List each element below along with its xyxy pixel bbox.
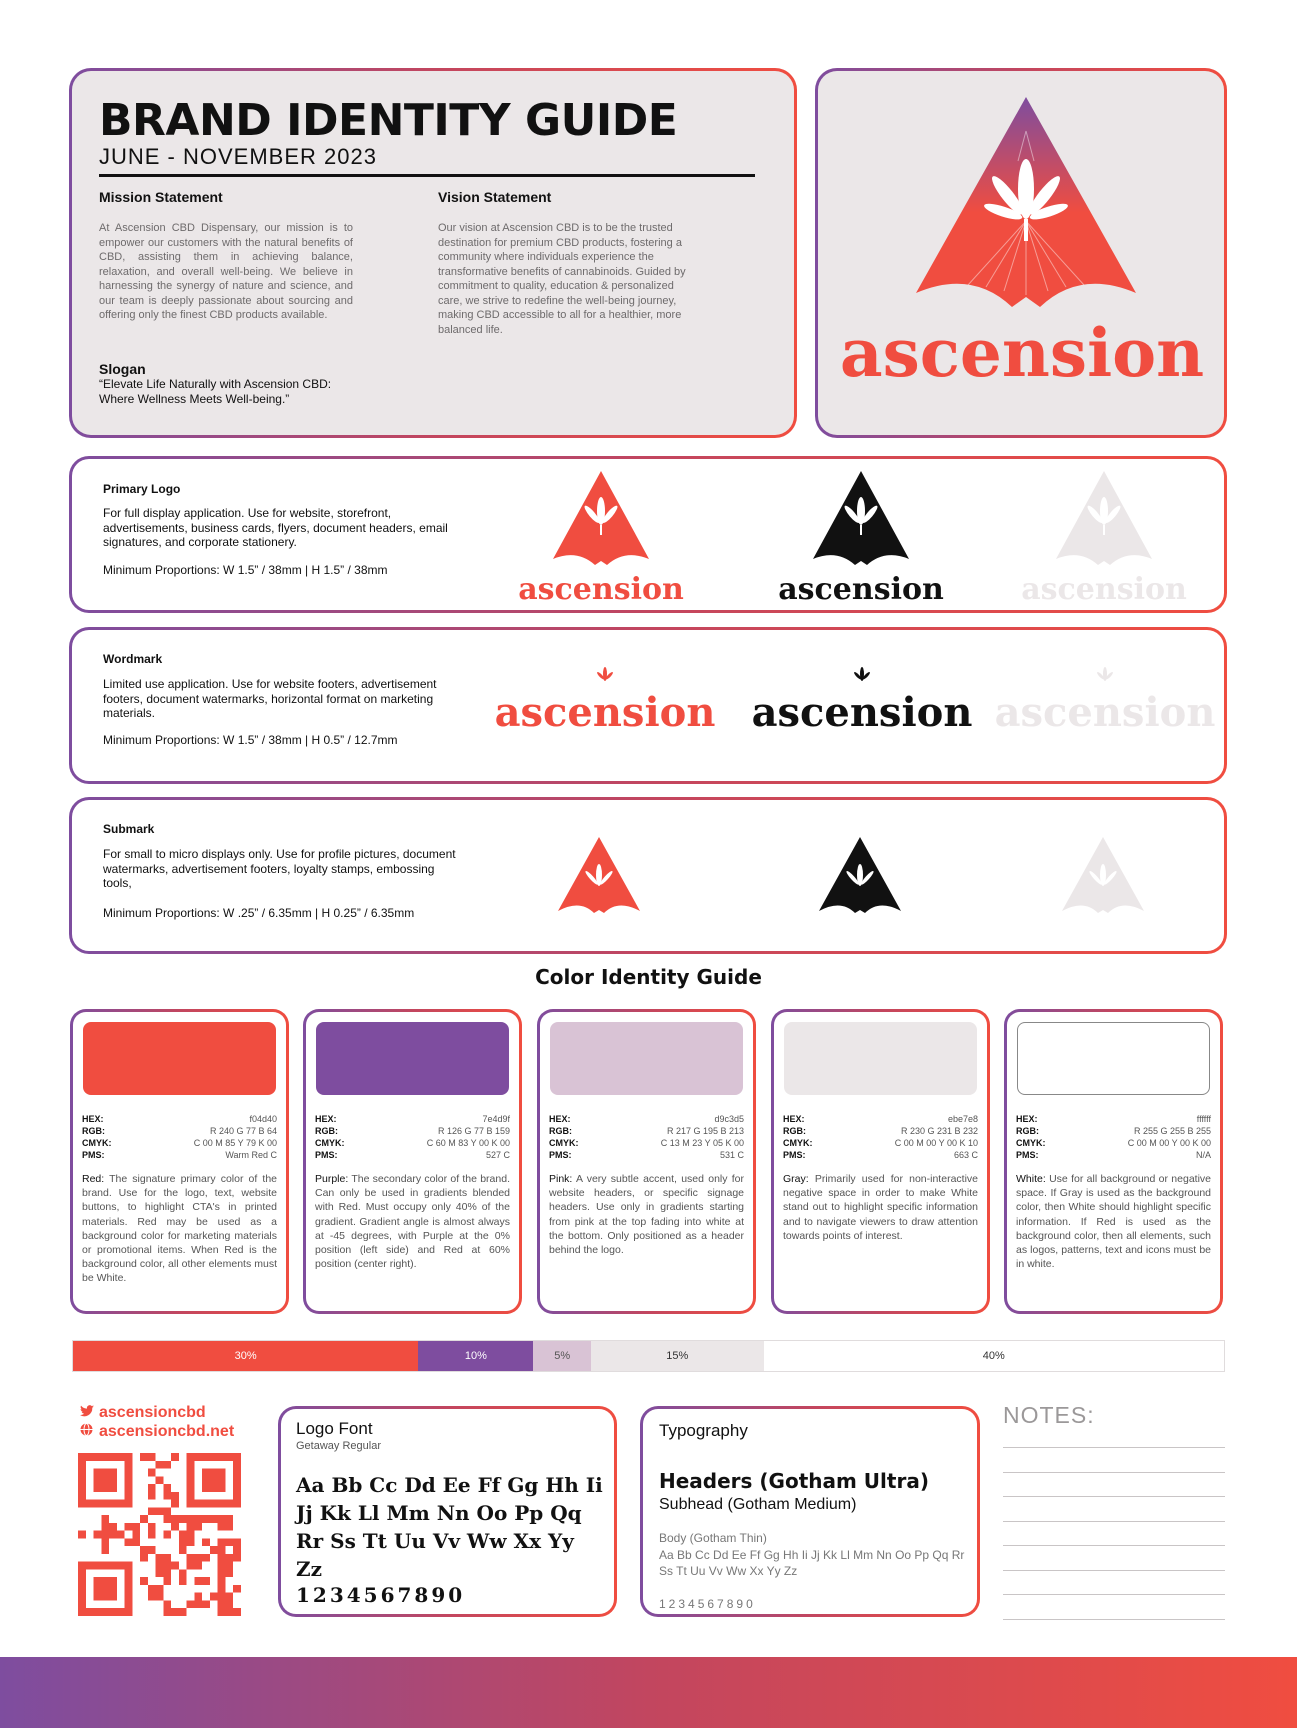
primary-logo-black (778, 467, 944, 607)
wordmark-red (494, 666, 716, 736)
swatch-card-gray (771, 1009, 990, 1314)
color-proportion-bar (72, 1340, 1225, 1372)
note-line (1003, 1521, 1225, 1522)
note-line (1003, 1545, 1225, 1546)
globe-icon (80, 1423, 94, 1441)
note-line (1003, 1570, 1225, 1571)
color-name: White: (1016, 1173, 1046, 1185)
swatch-card-red (70, 1009, 289, 1314)
typography-heading: Typography (659, 1421, 748, 1440)
color-description (549, 1172, 744, 1257)
hex-value: 7e4d9f (482, 1114, 510, 1124)
color-usage-text: The secondary color of the brand. Can only be used in gradients blended with Red. Must occupy only 40% of the gradient. Gradient angle is almost always at -45 degrees, with Purple at the 0% position (left side) and Red at 60% position (center right). (315, 1173, 510, 1271)
color-name: Gray: (783, 1173, 809, 1185)
note-line (1003, 1594, 1225, 1595)
color-usage-text: A very subtle accent, used only for website headers, or specific signage headers. Use only in gradients starting from pink at the top fading into white at the bottom. Only positioned as a header behind the logo. (549, 1173, 745, 1257)
submark-description: For small to micro displays only. Use for profile pictures, document watermarks, advertisement footers, loyalty stamps, embossing tools, (103, 847, 456, 890)
rgb-label: RGB: (315, 1126, 338, 1136)
color-description (82, 1172, 277, 1286)
hero-primary-logo (818, 71, 1224, 435)
wordmark-black (751, 666, 973, 736)
wordmark-heading: Wordmark (103, 652, 163, 666)
body-font-label: Body (Gotham Thin) (659, 1531, 767, 1545)
twitter-handle-text: ascensioncbd (99, 1404, 206, 1421)
primary-logo-red-wordmark: ascension (518, 572, 684, 607)
color-swatch (1017, 1022, 1210, 1095)
hex-value: f04d40 (249, 1114, 277, 1124)
color-swatch (550, 1022, 743, 1095)
website-link[interactable] (80, 1423, 234, 1441)
title-divider (99, 174, 755, 177)
hex-value: ebe7e8 (947, 1114, 978, 1124)
primary-logo-description: For full display application. Use for website, storefront, advertisements, business cards, flyers, document headers, email signatures, and corporate stationery. (103, 506, 448, 549)
hero-logo-card (815, 68, 1227, 438)
color-swatch (316, 1022, 509, 1095)
twitter-bird-icon (80, 1404, 94, 1422)
color-usage-text: Primarily used for non-interactive negative space in order to make White stand out to highlight specific information and to navigate viewers to draw attention towards points of interest. (783, 1173, 978, 1242)
cmyk-value: C 00 M 00 Y 00 K 10 (894, 1138, 978, 1148)
page-title: BRAND IDENTITY GUIDE (99, 95, 678, 146)
color-specs (1016, 1113, 1211, 1161)
pms-label: PMS: (82, 1150, 105, 1160)
color-swatch (83, 1022, 276, 1095)
swatch-card-white (1004, 1009, 1223, 1314)
rgb-value: R 255 G 255 B 255 (1133, 1126, 1211, 1136)
mission-text: At Ascension CBD Dispensary, our mission is to empower our customers with the natural benefits of CBD, assisting them in achieving balance, relaxation, and overall well-being. We believe in harnessing the synergy of nature and science, and our team is deeply passionate about sourcing and offering only the finest CBD products available. (99, 222, 353, 321)
rgb-value: R 217 G 195 B 213 (666, 1126, 744, 1136)
color-name: Red: (82, 1173, 105, 1185)
color-description (783, 1172, 978, 1243)
body-font-digits: 1234567890 (659, 1597, 756, 1611)
footer-gradient-band (0, 1657, 1297, 1728)
rgb-value: R 126 G 77 B 159 (437, 1126, 510, 1136)
primary-logo-gray (1021, 467, 1187, 607)
wordmark-black-text: ascension (751, 689, 973, 736)
header-font-sample: Headers (Gotham Ultra) (659, 1469, 929, 1493)
cmyk-label: CMYK: (549, 1138, 579, 1148)
mission-heading: Mission Statement (99, 189, 223, 205)
rgb-label: RGB: (783, 1126, 806, 1136)
rgb-label: RGB: (549, 1126, 572, 1136)
slogan-heading: Slogan (99, 361, 146, 377)
vision-heading: Vision Statement (438, 189, 552, 205)
cmyk-label: CMYK: (1016, 1138, 1046, 1148)
color-usage-text: Use for all background or negative space. If Gray is used as the background color, then White should highlight specific information. If Red is used as the background color, then all elements, such as logos, patterns, text and icons must be in white. (1016, 1173, 1211, 1271)
pms-label: PMS: (549, 1150, 572, 1160)
wordmark-gray (994, 666, 1216, 736)
hex-label: HEX: (783, 1114, 805, 1124)
color-specs (82, 1113, 277, 1161)
cmyk-value: C 13 M 23 Y 05 K 00 (660, 1138, 744, 1148)
wordmark-gray-text: ascension (994, 689, 1216, 736)
primary-logo-card (69, 456, 1227, 613)
vision-text: Our vision at Ascension CBD is to be the trusted destination for premium CBD products, fostering a community where individuals experience the transformative benefits of cannabinoids. Guided by commitment to quality, education & personalized care, we strive to redefine the well-being journey, making CBD accessible to all for a healthier, more balanced life. (438, 222, 686, 336)
notes-heading: NOTES: (1003, 1402, 1095, 1428)
body-font-alphabet: Aa Bb Cc Dd Ee Ff Gg Hh Ii Jj Kk Ll Mm Nn Oo Pp Qq Rr Ss Tt Uu Vv Ww Xx Yy Zz (659, 1548, 965, 1578)
page-subtitle: JUNE - NOVEMBER 2023 (99, 144, 377, 169)
note-line (1003, 1447, 1225, 1448)
primary-logo-black-wordmark: ascension (778, 572, 944, 607)
color-description (315, 1172, 510, 1271)
primary-logo-min-proportions: Minimum Proportions: W 1.5” / 38mm | H 1.5” / 38mm (103, 563, 388, 577)
logo-font-name: Getaway Regular (296, 1440, 381, 1452)
wordmark-card (69, 627, 1227, 784)
logo-font-heading: Logo Font (296, 1419, 373, 1438)
cmyk-value: C 60 M 83 Y 00 K 00 (426, 1138, 510, 1148)
hex-value: d9c3d5 (714, 1114, 744, 1124)
cmyk-label: CMYK: (783, 1138, 813, 1148)
hero-wordmark: ascension (839, 314, 1205, 392)
hex-value: ffffff (1196, 1114, 1211, 1124)
color-specs (315, 1113, 510, 1161)
submark-red (556, 835, 642, 915)
proportion-segment: 40% (764, 1341, 1224, 1371)
color-specs (783, 1113, 978, 1161)
proportion-segment: 10% (418, 1341, 533, 1371)
pms-label: PMS: (783, 1150, 806, 1160)
hex-label: HEX: (82, 1114, 104, 1124)
submark-gray (1060, 835, 1146, 915)
swatch-card-pink (537, 1009, 756, 1314)
pms-value: 663 C (953, 1150, 978, 1160)
color-guide-heading: Color Identity Guide (535, 965, 762, 989)
pms-value: Warm Red C (225, 1150, 277, 1160)
wordmark-description: Limited use application. Use for website footers, advertisement footers, document watermarks, horizontal format on marketing materials. (103, 677, 437, 720)
pms-value: 527 C (485, 1150, 510, 1160)
wordmark-min-proportions: Minimum Proportions: W 1.5” / 38mm | H 0.5” / 12.7mm (103, 733, 398, 747)
hex-label: HEX: (549, 1114, 571, 1124)
color-name: Purple: (315, 1173, 349, 1185)
subhead-font-sample: Subhead (Gotham Medium) (659, 1496, 857, 1513)
pms-label: PMS: (1016, 1150, 1039, 1160)
swatch-card-purple (303, 1009, 522, 1314)
wordmark-red-text: ascension (494, 689, 716, 736)
pms-value: 531 C (719, 1150, 744, 1160)
primary-logo-red (518, 467, 684, 607)
proportion-segment: 15% (591, 1341, 764, 1371)
cmyk-value: C 00 M 00 Y 00 K 00 (1127, 1138, 1211, 1148)
color-swatch (784, 1022, 977, 1095)
logo-font-digits: 1234567890 (296, 1583, 466, 1607)
logo-font-alphabet: Aa Bb Cc Dd Ee Ff Gg Hh Ii Jj Kk Ll Mm Nn Oo Pp Qq Rr Ss Tt Uu Vv Ww Xx Yy Zz (296, 1473, 603, 1581)
qr-code (78, 1453, 241, 1616)
note-line (1003, 1496, 1225, 1497)
hex-label: HEX: (1016, 1114, 1038, 1124)
rgb-value: R 230 G 231 B 232 (900, 1126, 978, 1136)
submark-heading: Submark (103, 822, 155, 836)
rgb-value: R 240 G 77 B 64 (209, 1126, 277, 1136)
slogan-text: “Elevate Life Naturally with Ascension CBD: Where Wellness Meets Well-being.” (99, 377, 332, 406)
note-line (1003, 1619, 1225, 1620)
color-specs (549, 1113, 744, 1161)
logo-font-card (278, 1406, 617, 1617)
proportion-segment: 30% (73, 1341, 418, 1371)
primary-logo-gray-wordmark: ascension (1021, 572, 1187, 607)
primary-logo-heading: Primary Logo (103, 482, 181, 496)
proportion-segment: 5% (533, 1341, 591, 1371)
color-description (1016, 1172, 1211, 1271)
note-line (1003, 1472, 1225, 1473)
rgb-label: RGB: (82, 1126, 105, 1136)
pms-value: N/A (1195, 1150, 1211, 1160)
twitter-handle[interactable] (80, 1404, 206, 1422)
submark-min-proportions: Minimum Proportions: W .25” / 6.35mm | H 0.25” / 6.35mm (103, 906, 415, 920)
hex-label: HEX: (315, 1114, 337, 1124)
header-card (69, 68, 797, 438)
cmyk-value: C 00 M 85 Y 79 K 00 (193, 1138, 277, 1148)
typography-card (640, 1406, 980, 1617)
cmyk-label: CMYK: (315, 1138, 345, 1148)
website-text: ascensioncbd.net (99, 1423, 235, 1440)
submark-card (69, 797, 1227, 954)
color-name: Pink: (549, 1173, 573, 1185)
cmyk-label: CMYK: (82, 1138, 112, 1148)
submark-black (817, 835, 903, 915)
color-usage-text: The signature primary color of the brand. Use for the logo, text, website buttons, to highlight CTA's in printed materials. Red may be used as a background color for marketing materials or promotional items. When Red is the background color, all other elements must be White. (82, 1173, 277, 1285)
rgb-label: RGB: (1016, 1126, 1039, 1136)
pms-label: PMS: (315, 1150, 338, 1160)
